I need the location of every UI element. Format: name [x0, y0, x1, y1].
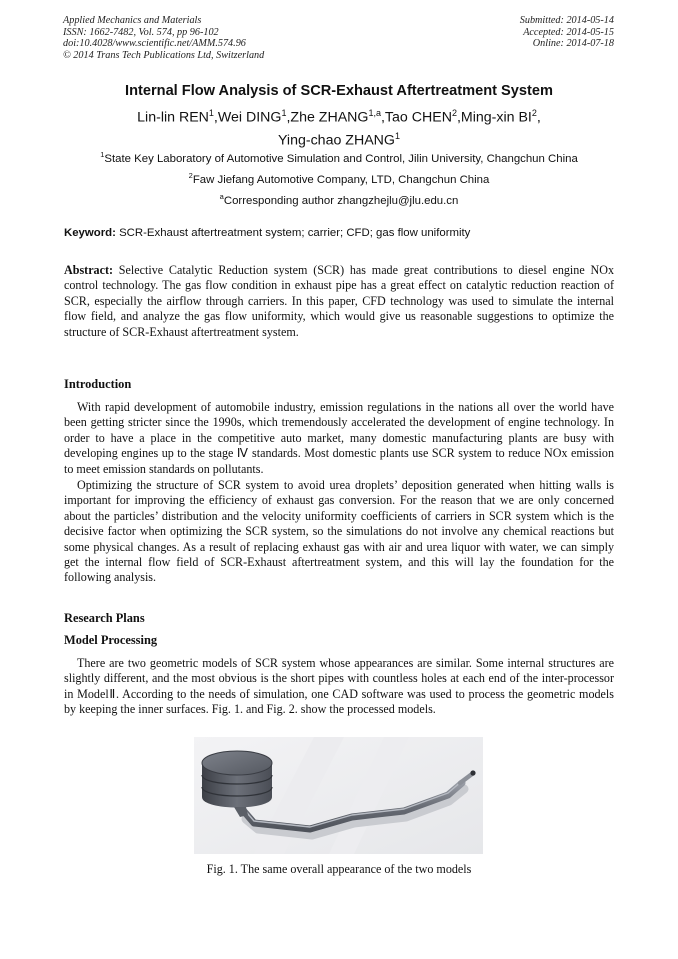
doi-line: doi:10.4028/www.scientific.net/AMM.574.96: [63, 38, 246, 50]
section-heading-introduction: Introduction: [64, 377, 132, 391]
section-heading-research-plans: Research Plans: [64, 611, 145, 625]
author-name: ,Zhe ZHANG: [286, 109, 369, 126]
corresponding-author: [0, 192, 678, 207]
outlet-pipe-end: [470, 770, 475, 775]
abstract: [64, 263, 614, 340]
scr-model-figure: [194, 737, 483, 854]
keywords-text: SCR-Exhaust aftertreatment system; carrier; CFD; gas flow uniformity: [115, 227, 471, 239]
author-line-2: [0, 127, 678, 150]
affiliation-sup: a: [219, 192, 224, 201]
journal-header-left: [63, 15, 264, 61]
online-date: Online: 2014-07-18: [532, 38, 614, 50]
author-list: [0, 104, 678, 149]
submitted-date: Submitted: 2014-05-14: [519, 15, 614, 26]
journal-header-right: [520, 15, 614, 50]
copyright-line: © 2014 Trans Tech Publications Ltd, Switzerland: [63, 49, 265, 61]
author-name: Lin-lin REN: [137, 109, 209, 126]
affiliation-sup: 1: [100, 150, 105, 159]
figure-caption: Fig. 1. The same overall appearance of the two models: [206, 862, 472, 876]
accepted-date: Accepted: 2014-05-15: [523, 26, 614, 38]
author-affil-sup: 1: [208, 108, 214, 118]
journal-name: Applied Mechanics and Materials: [63, 15, 202, 26]
affiliation-2: [0, 171, 678, 186]
author-name: ,Tao CHEN: [380, 109, 452, 126]
author-affil-sup: 1: [394, 130, 400, 141]
author-affil-sup: 1: [281, 108, 287, 118]
abstract-label: Abstract:: [64, 263, 114, 277]
author-name: ,Ming-xin BI: [456, 109, 532, 126]
author-affil-sup: 2: [531, 108, 537, 118]
author-name: Ying-chao ZHANG: [278, 132, 395, 149]
affiliation-1: [0, 150, 678, 165]
corresponding-author-text: Corresponding author zhangzhejlu@jlu.edu.cn: [223, 194, 459, 207]
author-affil-sup: 2: [451, 108, 457, 118]
author-separator: ,: [536, 109, 541, 126]
author-name: ,Wei DING: [213, 109, 282, 126]
keywords-label: Keyword:: [64, 227, 116, 239]
author-line-1: [0, 104, 678, 127]
subsection-heading-model-processing: Model Processing: [64, 633, 158, 647]
model-processing-paragraph: There are two geometric models of SCR system whose appearances are similar. Some internal structures are slightly different, and the most obvious is the short pipes with countless holes at each end of the inter-processor in ModelⅡ. According to the needs of simulation, one CAD software was used to process the geometric models by keeping the inner surfaces. Fig. 1. and Fig. 2. show the processed models.: [64, 656, 614, 717]
introduction-paragraph-2: Optimizing the structure of SCR system to avoid urea droplets’ deposition generated when hitting walls is important for improving the efficiency of exhaust gas conversion. For the reason that we are only concerned about the particles’ distribution and the velocity uniformity coefficients of carriers in SCR system which is the decisive factor when optimizing the SCR system, so the simulations do not involve any chemical reactions but some physical changes. As a result of replacing exhaust gas with air and urea liquor with water, we can simply get the internal flow field of SCR-Exhaust aftertreatment system, and this will lay the foundation for the following analysis.: [64, 478, 614, 585]
affiliation-text: Faw Jiefang Automotive Company, LTD, Changchun China: [192, 173, 490, 186]
abstract-text: Selective Catalytic Reduction system (SCR) has made great contributions to diesel engine NOx control technology. The gas flow condition in exhaust pipe has a great effect on catalytic reduction reaction of SCR, especially the airflow through carriers. In this paper, CFD technology was used to simulate the internal flow field, and analyze the gas flow uniformity, which would give us reasonable suggestions to optimize the structure of SCR-Exhaust aftertreatment system.: [64, 263, 614, 339]
paper-title: Internal Flow Analysis of SCR-Exhaust Aftertreatment System: [125, 83, 553, 99]
keywords: [64, 227, 470, 239]
author-affil-sup: 1,a: [368, 108, 381, 118]
affiliation-sup: 2: [188, 171, 193, 180]
affiliation-text: State Key Laboratory of Automotive Simulation and Control, Jilin University, Changchun China: [104, 152, 578, 165]
introduction-paragraph-1: With rapid development of automobile industry, emission regulations in the nations all over the world have been getting stricter since the 1990s, which tremendously accelerated the development of engine technology. In order to have a place in the competitive auto market, many domestic manufacturing plants are busy with developing engines up to the stage Ⅳ standards. Most domestic plants use SCR system to reduce NOx emission to meet emission standards on pollutants.: [64, 400, 614, 476]
issn-line: ISSN: 1662-7482, Vol. 574, pp 96-102: [63, 26, 219, 38]
